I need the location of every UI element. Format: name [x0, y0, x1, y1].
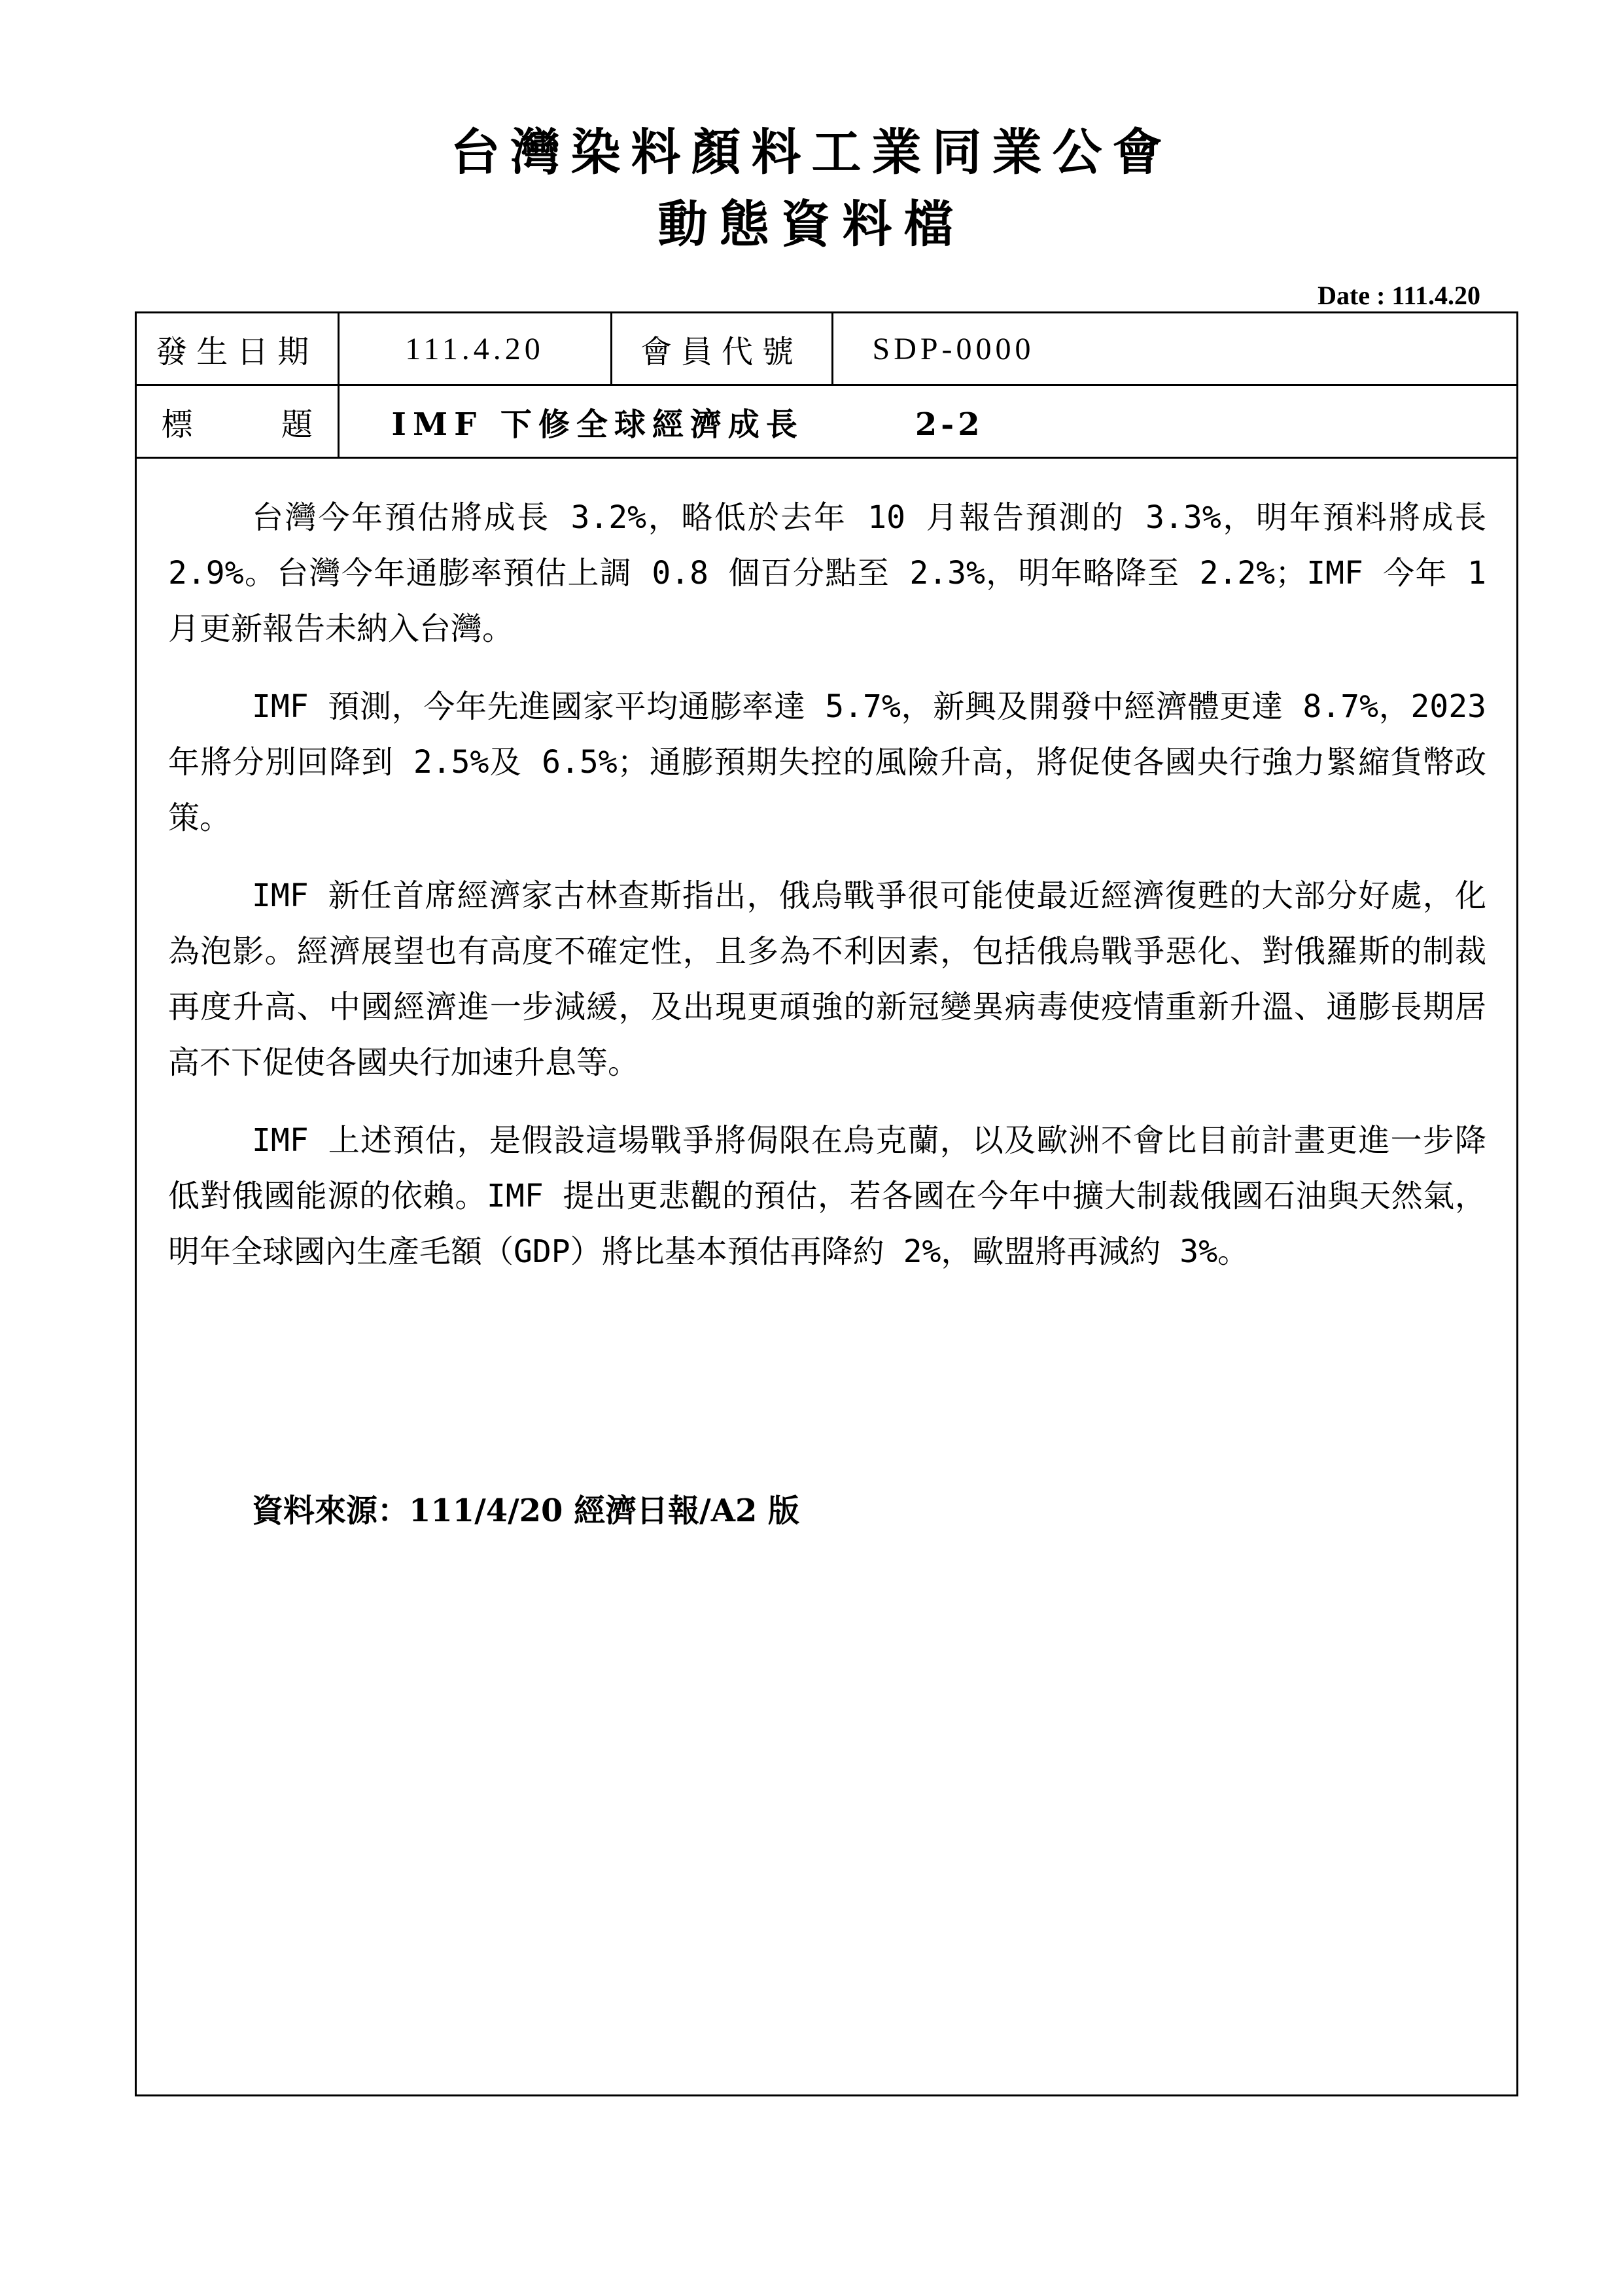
paragraph-4: IMF 上述預估，是假設這場戰爭將侷限在烏克蘭，以及歐洲不會比目前計畫更進一步降低對俄國能源的依賴。IMF 提出更悲觀的預估，若各國在今年中擴大制裁俄國石油與天然氣，明年全球國內生產毛額（GDP）將比基本預估再降約 2%，歐盟將再減約 3%。 — [168, 1122, 1486, 1270]
article-body — [168, 490, 1486, 1302]
document-frame — [135, 311, 1518, 2096]
paragraph-3: IMF 新任首席經濟家古林查斯指出，俄烏戰爭很可能使最近經濟復甦的大部分好處，化為泡影。經濟展望也有高度不確定性，且多為不利因素，包括俄烏戰爭惡化、對俄羅斯的制裁再度升高、中國經濟進一步減緩，及出現更頑強的新冠變異病毒使疫情重新升溫、通膨長期居高不下促使各國央行加速升息等。 — [168, 877, 1486, 1081]
subject-cell — [338, 385, 1516, 458]
info-table — [137, 313, 1516, 459]
occurrence-date-value: 111.4.20 — [338, 313, 611, 385]
occurrence-date-label: 發生日期 — [137, 313, 338, 385]
subject-value: IMF 下修全球經濟成長 — [391, 406, 804, 443]
member-code-value: SDP-0000 — [832, 313, 1516, 385]
info-row-date — [137, 313, 1516, 385]
document-title: 動態資料檔 — [657, 195, 966, 253]
document-date: Date : 111.4.20 — [1318, 281, 1480, 310]
subject-label: 標 題 — [137, 385, 338, 458]
source-citation: 資料來源：111/4/20 經濟日報/A2 版 — [252, 1492, 800, 1529]
paragraph-1: 台灣今年預估將成長 3.2%，略低於去年 10 月報告預測的 3.3%，明年預料將成長 2.9%。台灣今年通膨率預估上調 0.8 個百分點至 2.3%，明年略降至 2.2%；IMF 今年 1 月更新報告未納入台灣。 — [168, 499, 1486, 647]
page-number: 2-2 — [915, 406, 984, 443]
info-row-subject — [137, 385, 1516, 458]
member-code-label: 會員代號 — [611, 313, 832, 385]
organization-title: 台灣染料顏料工業同業公會 — [450, 123, 1173, 181]
paragraph-2: IMF 預測，今年先進國家平均通膨率達 5.7%，新興及開發中經濟體更達 8.7%，2023 年將分別回降到 2.5%及 6.5%；通膨預期失控的風險升高，將促使各國央行強力緊縮貨幣政策。 — [168, 688, 1486, 836]
